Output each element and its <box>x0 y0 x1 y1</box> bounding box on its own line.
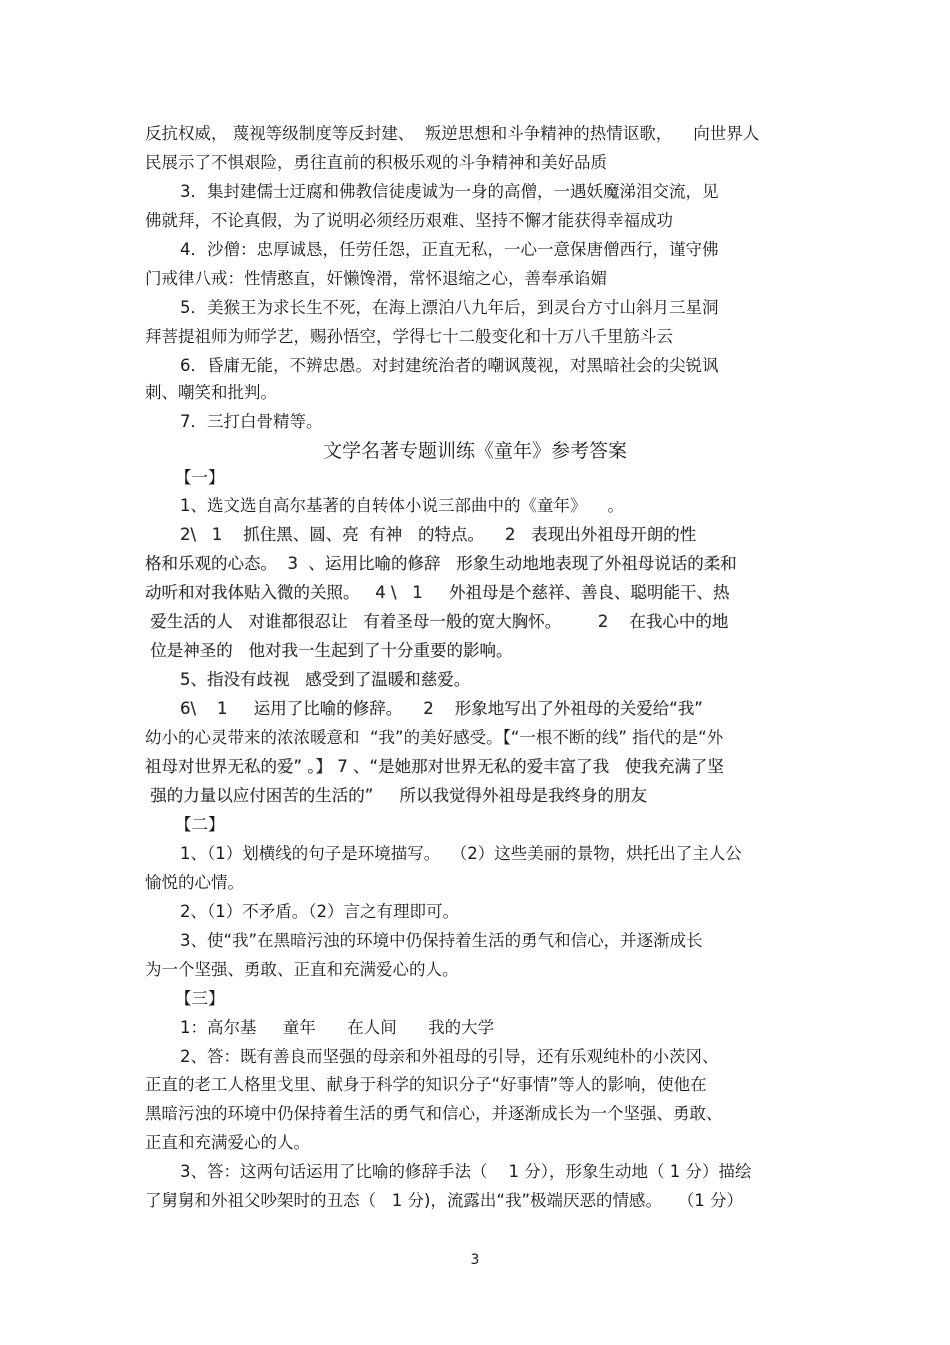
text-line: 1、（1）划横线的句子是环境描写。 （2）这些美丽的景物，烘托出了主人公 <box>180 844 742 863</box>
text-line: 幼小的心灵带来的浓浓暖意和 “我”的美好感受。【“一根不断的线” 指代的是“外 <box>145 728 724 747</box>
text-line: 3、答：这两句话运用了比喻的修辞手法（ 1 分），形象生动地（ 1 分）描绘 <box>180 1162 752 1181</box>
text-line: 反抗权威， 蔑视等级制度等反封建、 叛逆思想和斗争精神的热情讴歌， 向世界人 <box>145 124 760 143</box>
text-line: 位是神圣的 他对我一生起到了十分重要的影响。 <box>145 641 513 660</box>
text-line: 7．三打白骨精等。 <box>180 412 323 431</box>
text-line: 正直的老工人格里戈里、献身于科学的知识分子“好事情”等人的影响，使他在 <box>145 1075 707 1094</box>
text-line: 愉悦的心情。 <box>145 873 244 892</box>
text-line: 6\ 1 运用了比喻的修辞。 2 形象地写出了外祖母的关爱给“我” <box>180 699 703 718</box>
text-line: 了舅舅和外祖父吵架时的丑态（ 1 分)，流露出“我”极端厌恶的情感。 （1 分） <box>145 1191 743 1210</box>
text-line: 佛就拜，不论真假，为了说明必须经历艰难、坚持不懈才能获得幸福成功 <box>145 211 673 230</box>
text-line: 为一个坚强、勇敢、正直和充满爱心的人。 <box>145 960 459 979</box>
text-line: 拜菩提祖师为师学艺，赐孙悟空，学得七十二般变化和十万八千里筋斗云 <box>145 327 673 346</box>
text-line: 5、指没有歧视 感受到了温暖和慈爱。 <box>180 670 471 689</box>
text-line: 2\ 1 抓住黑、圆、亮 有神 的特点。 2 表现出外祖母开朗的性 <box>180 525 697 544</box>
page-title: 文学名著专题训练《童年》参考答案 <box>322 440 627 462</box>
section-heading: 【一】 <box>175 468 225 487</box>
page-number: 3 <box>470 1252 480 1268</box>
text-line: 3、使“我”在黑暗污浊的环境中仍保持着生活的勇气和信心，并逐渐成长 <box>180 931 703 950</box>
text-line: 格和乐观的心态。 3 、运用比喻的修辞 形象生动地地表现了外祖母说话的柔和 <box>145 554 737 573</box>
text-line: 3．集封建儒士迂腐和佛教信徒虔诚为一身的高僧，一遇妖魔涕泪交流，见 <box>180 182 719 201</box>
text-line: 黑暗污浊的环境中仍保持着生活的勇气和信心，并逐渐成长为一个坚强、勇敢、 <box>145 1104 723 1123</box>
text-line: 1：高尔基 童年 在人间 我的大学 <box>180 1018 495 1037</box>
text-line: 动听和对我体贴入微的关照。 4 \ 1 外祖母是个慈祥、善良、聪明能干、热 <box>145 583 730 602</box>
text-line: 门戒律八戒：性情憨直，奸懒馋滑，常怀退缩之心，善奉承谄媚 <box>145 269 607 288</box>
section-heading: 【二】 <box>175 815 225 834</box>
text-line: 2、（1）不矛盾。（2）言之有理即可。 <box>180 902 459 921</box>
text-line: 1、选文选自高尔基著的自转体小说三部曲中的《童年》 。 <box>180 496 624 515</box>
text-line: 4．沙僧：忠厚诚恳，任劳任怨，正直无私，一心一意保唐僧西行，谨守佛 <box>180 240 719 259</box>
text-line: 爱生活的人 对谁都很忍让 有着圣母一般的宽大胸怀。 2 在我心中的地 <box>145 612 729 631</box>
text-line: 2、答：既有善良而坚强的母亲和外祖母的引导，还有乐观纯朴的小茨冈、 <box>180 1047 719 1066</box>
text-line: 强的力量以应付困苦的生活的” 所以我觉得外祖母是我终身的朋友 <box>145 786 648 805</box>
text-line: 5．美猴王为求长生不死，在海上漂泊八九年后，到灵台方寸山斜月三星洞 <box>180 298 719 317</box>
text-line: 民展示了不惧艰险，勇往直前的积极乐观的斗争精神和美好品质 <box>145 153 607 172</box>
text-line: 祖母对世界无私的爱” 。】 7 、“是她那对世界无私的爱丰富了我 使我充满了坚 <box>145 757 724 776</box>
text-line: 6．昏庸无能，不辨忠愚。对封建统治者的嘲讽蔑视，对黑暗社会的尖锐讽 <box>180 356 719 375</box>
section-heading: 【三】 <box>175 989 225 1008</box>
text-line: 正直和充满爱心的人。 <box>145 1133 310 1152</box>
text-line: 刺、嘲笑和批判。 <box>145 383 277 402</box>
